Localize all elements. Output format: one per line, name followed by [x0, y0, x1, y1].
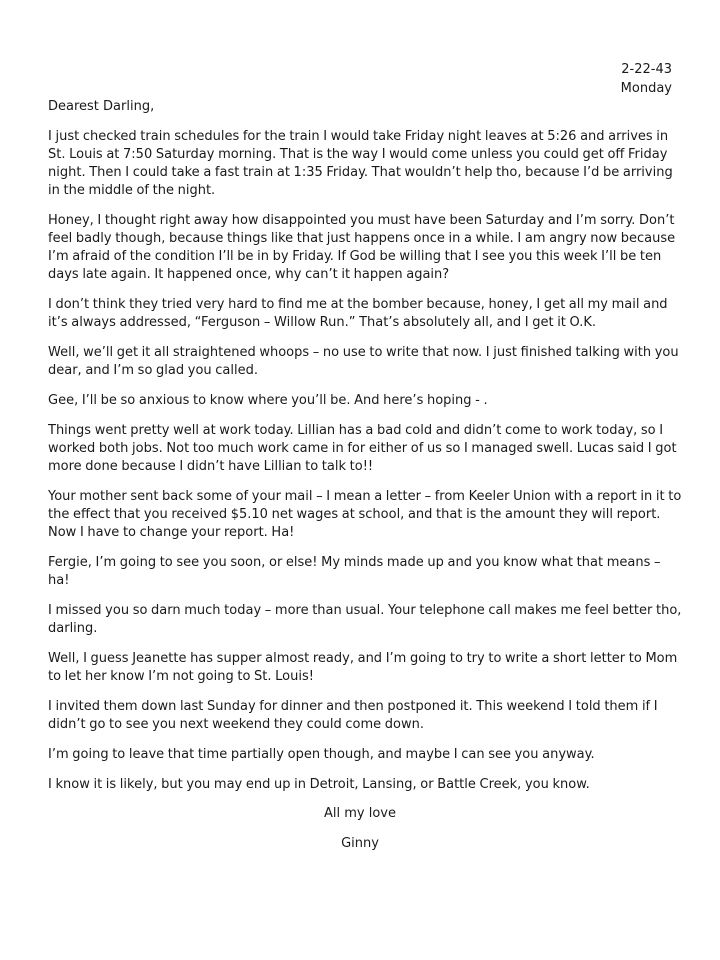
paragraph-10: Well, I guess Jeanette has supper almost ready, and I’m going to try to write a short letter to Mom to let her know I’m not going to St. Louis! — [48, 651, 678, 684]
paragraph-1: I just checked train schedules for the train I would take Friday night leaves at 5:26 and arrives in St. Louis at 7:50 Saturday morning. That is the way I would come unless you could get off Friday night. Then I could take a fast train at 1:35 Friday. That wouldn’t help tho, because I’d be arriving in the middle of the night. — [48, 129, 673, 198]
signature: Ginny — [341, 836, 379, 851]
letter-date-block — [621, 60, 672, 98]
paragraph-3: I don’t think they tried very hard to find me at the bomber because, honey, I get all my mail and it’s always addressed, “Ferguson – Willow Run.” That’s absolutely all, and I get it O.K. — [48, 297, 668, 330]
letter-weekday: Monday — [620, 81, 672, 96]
letter-date: 2-22-43 — [621, 62, 672, 77]
paragraph-2: Honey, I thought right away how disappointed you must have been Saturday and I’m sorry. Don’t feel badly though, because things like that just happens once in a while. I am angry now because I’m afraid of the condition I’ll be in by Friday. If God be willing that I see you this week I’ll be ten days late again. It happened once, why can’t it happen again? — [48, 213, 676, 282]
paragraph-9: I missed you so darn much today – more than usual. Your telephone call makes me feel better tho, darling. — [48, 603, 682, 636]
paragraph-11: I invited them down last Sunday for dinner and then postponed it. This weekend I told them if I didn’t go to see you next weekend they could come down. — [48, 699, 658, 732]
salutation: Dearest Darling, — [48, 99, 155, 114]
paragraph-4: Well, we’ll get it all straightened whoops – no use to write that now. I just finished talking with you dear, and I’m so glad you called. — [48, 345, 679, 378]
paragraph-6: Things went pretty well at work today. Lillian has a bad cold and didn’t come to work today, so I worked both jobs. Not too much work came in for either of us so I managed swell. Lucas said I got more done because I didn’t have Lillian to talk to!! — [48, 423, 677, 474]
letter-body — [48, 97, 682, 806]
paragraph-7: Your mother sent back some of your mail – I mean a letter – from Keeler Union with a report in it to the effect that you received $5.10 net wages at school, and that is the amount they will report. Now I have to change your report. Ha! — [48, 489, 682, 540]
paragraph-13: I know it is likely, but you may end up in Detroit, Lansing, or Battle Creek, you know. — [48, 777, 590, 792]
paragraph-8: Fergie, I’m going to see you soon, or else! My minds made up and you know what that means – ha! — [48, 555, 661, 588]
closing-line: All my love — [324, 806, 396, 821]
paragraph-5: Gee, I’ll be so anxious to know where you’ll be. And here’s hoping - . — [48, 393, 488, 408]
paragraph-12: I’m going to leave that time partially open though, and maybe I can see you anyway. — [48, 747, 595, 762]
